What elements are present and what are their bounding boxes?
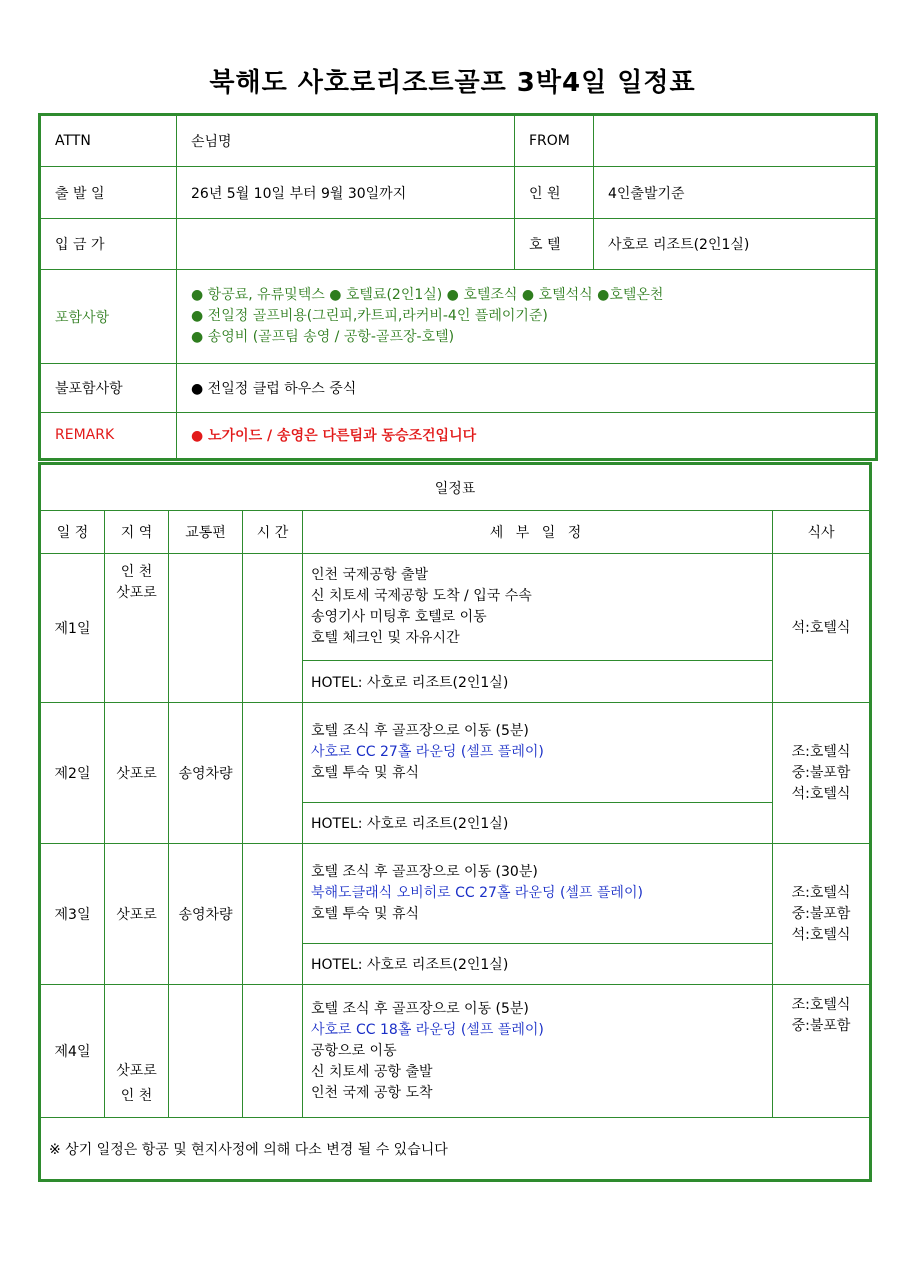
included-label: 포함사항: [41, 270, 177, 364]
region-line: 인 천: [120, 1088, 153, 1104]
day-time: [243, 985, 303, 1118]
schedule-heading: 일정표: [41, 465, 870, 511]
meal-line: 중:불포함: [791, 764, 851, 781]
day-meals: [773, 985, 870, 1118]
meal-line: 석:호텔식: [791, 619, 851, 636]
day-details: [303, 703, 773, 803]
detail-line: 북해도클래식 오비히로 CC 27홀 라운딩 (셀프 플레이): [311, 885, 643, 901]
day-hotel: HOTEL: 사호로 리조트(2인1실): [303, 944, 773, 985]
detail-line: 사호로 CC 18홀 라운딩 (셀프 플레이): [311, 1021, 544, 1038]
day-label: 제4일: [41, 985, 105, 1118]
day-label: 제3일: [41, 844, 105, 985]
footnote: ※ 상기 일정은 항공 및 현지사정에 의해 다소 변경 될 수 있습니다: [41, 1118, 870, 1180]
included-list: [177, 270, 876, 364]
meal-line: 중:불포함: [791, 1018, 851, 1034]
detail-line: 호텔 조식 후 골프장으로 이동 (30분): [311, 864, 538, 880]
day-details: [303, 554, 773, 661]
hotel-value: 사호로 리조트(2인1실): [594, 218, 876, 269]
day-hotel: HOTEL: 사호로 리조트(2인1실): [303, 803, 773, 844]
page-title: 북해도 사호로리조트골프 3박4일 일정표: [209, 68, 696, 98]
day-time: [243, 703, 303, 844]
meal-line: 석:호텔식: [791, 785, 851, 802]
from-label: FROM: [515, 116, 594, 167]
meal-line: 조:호텔식: [791, 743, 851, 760]
detail-line: 호텔 조식 후 골프장으로 이동 (5분): [311, 1000, 529, 1017]
day-meals: [773, 703, 870, 844]
region-line: 삿포로: [116, 1063, 157, 1079]
people-label: 인 원: [515, 167, 594, 218]
day-transport: 송영차량: [169, 844, 243, 985]
day-time: [243, 554, 303, 703]
detail-line: 인천 국제 공항 도착: [311, 1084, 433, 1101]
detail-line: 호텔 투숙 및 휴식: [311, 906, 420, 922]
excluded-label: 불포함사항: [41, 364, 177, 412]
day-meals: [773, 554, 870, 703]
detail-line: 호텔 체크인 및 자유시간: [311, 630, 460, 646]
col-header-transport: 교통편: [169, 511, 243, 554]
detail-line: 신 치토세 공항 출발: [311, 1063, 433, 1080]
detail-line: 호텔 조식 후 골프장으로 이동 (5분): [311, 723, 529, 739]
schedule-table: [38, 462, 872, 1182]
meal-line: 조:호텔식: [791, 884, 851, 901]
excluded-value: ● 전일정 클럽 하우스 중식: [177, 364, 876, 412]
meal-line: 석:호텔식: [791, 926, 851, 943]
region-line: 인 천: [120, 564, 153, 580]
day-region: 삿포로: [105, 703, 169, 844]
day-region: [105, 985, 169, 1118]
day-region: 삿포로: [105, 844, 169, 985]
detail-line: 사호로 CC 27홀 라운딩 (셀프 플레이): [311, 744, 544, 760]
col-header-time: 시 간: [243, 511, 303, 554]
attn-label: ATTN: [41, 116, 177, 167]
people-value: 4인출발기준: [594, 167, 876, 218]
remark-value: ● 노가이드 / 송영은 다른팀과 동승조건입니다: [177, 412, 876, 458]
col-header-day: 일 정: [41, 511, 105, 554]
from-value: [594, 116, 876, 167]
hotel-label: 호 텔: [515, 218, 594, 269]
detail-line: 송영기사 미팅후 호텔로 이동: [311, 609, 487, 625]
detail-line: 인천 국제공항 출발: [311, 567, 429, 583]
day-details: [303, 844, 773, 944]
day-transport: 송영차량: [169, 703, 243, 844]
included-item: ● 전일정 골프비용(그린피,카트피,라커비-4인 플레이기준): [191, 308, 548, 325]
info-table: [38, 113, 878, 461]
day-label: 제2일: [41, 703, 105, 844]
attn-value: 손님명: [177, 116, 515, 167]
meal-line: 중:불포함: [791, 905, 851, 922]
day-meals: [773, 844, 870, 985]
col-header-region: 지 역: [105, 511, 169, 554]
remark-label: REMARK: [41, 412, 177, 458]
meal-line: 조:호텔식: [791, 997, 851, 1013]
day-region: [105, 554, 169, 703]
col-header-details: 세 부 일 정: [303, 511, 773, 554]
depart-label: 출 발 일: [41, 167, 177, 218]
price-label: 입 금 가: [41, 218, 177, 269]
price-value: [177, 218, 515, 269]
detail-line: 공항으로 이동: [311, 1042, 397, 1059]
detail-line: 신 치토세 국제공항 도착 / 입국 수속: [311, 588, 532, 604]
detail-line: 호텔 투숙 및 휴식: [311, 765, 420, 781]
included-item: ● 항공료, 유류및텍스 ● 호텔료(2인1실) ● 호텔조식 ● 호텔석식 ●호텔온천: [191, 287, 664, 304]
day-label: 제1일: [41, 554, 105, 703]
col-header-meals: 식사: [773, 511, 870, 554]
day-transport: [169, 985, 243, 1118]
depart-value: 26년 5월 10일 부터 9월 30일까지: [177, 167, 515, 218]
day-transport: [169, 554, 243, 703]
day-details: [303, 985, 773, 1118]
region-line: 삿포로: [116, 585, 157, 601]
included-item: ● 송영비 (골프팀 송영 / 공항-골프장-호텔): [191, 329, 455, 346]
day-hotel: HOTEL: 사호로 리조트(2인1실): [303, 661, 773, 703]
day-time: [243, 844, 303, 985]
